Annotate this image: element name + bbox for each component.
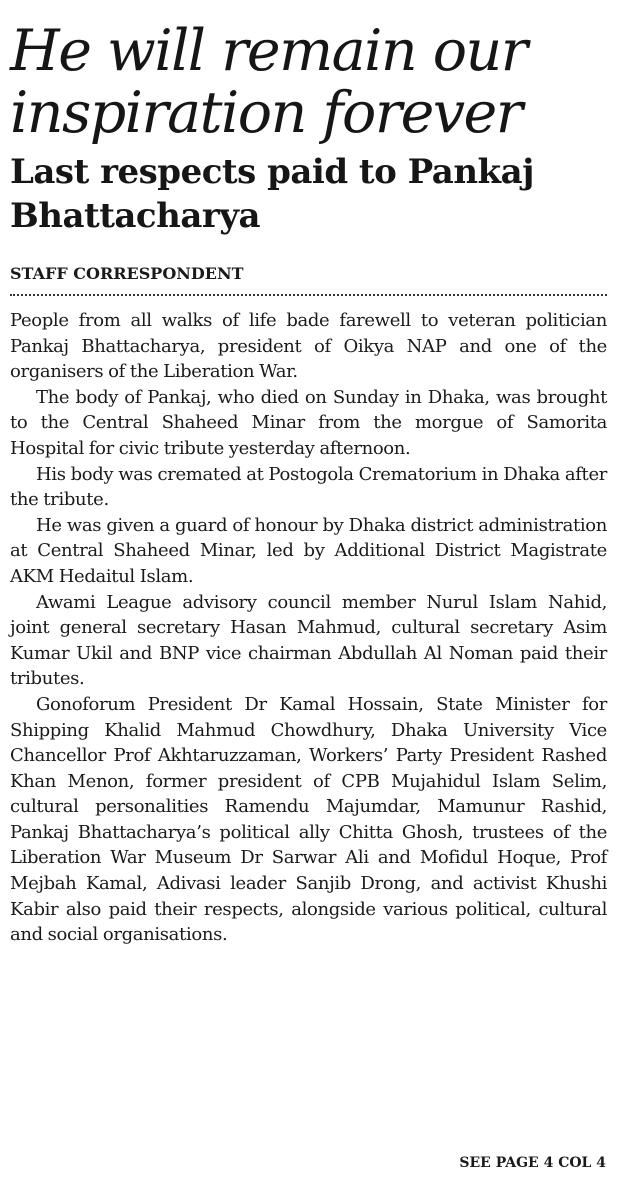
article-body bbox=[10, 308, 607, 948]
headline bbox=[10, 20, 607, 144]
dotted-divider bbox=[10, 294, 607, 296]
paragraph-3: His body was cremated at Postogola Crematorium in Dhaka after the tribute. bbox=[10, 463, 607, 511]
subheadline: Last respects paid to Pankaj Bhattacharya bbox=[10, 152, 534, 236]
paragraph-2: The body of Pankaj, who died on Sunday in Dhaka, was brought to the Central Shaheed Minar from the morgue of Samorita Hospital for civic tribute yesterday afternoon. bbox=[10, 386, 607, 459]
headline-line-2: inspiration forever bbox=[10, 80, 522, 146]
headline-line-1: He will remain our bbox=[10, 18, 527, 84]
paragraph-6: Gonoforum President Dr Kamal Hossain, State Minister for Shipping Khalid Mahmud Chowdhury, Dhaka University Vice Chancellor Prof Akhtaruzzaman, Workers’ Party President Rashed Khan Menon, former president of CPB Mujahidul Islam Selim, cultural personalities Ramendu Majumdar, Mamunur Rashid, Pankaj Bhattacharya’s political ally Chitta Ghosh, trustees of the Liberation War Museum Dr Sarwar Ali and Mofidul Hoque, Prof Mejbah Kamal, Adivasi leader Sanjib Drong, and activist Khushi Kabir also paid their respects, alongside various political, cultural and social organisations. bbox=[10, 693, 607, 946]
continued-on-page-line: SEE PAGE 4 COL 4 bbox=[459, 1155, 606, 1171]
news-article bbox=[10, 0, 607, 948]
byline: STAFF CORRESPONDENT bbox=[10, 264, 244, 283]
paragraph-5: Awami League advisory council member Nurul Islam Nahid, joint general secretary Hasan Mahmud, cultural secretary Asim Kumar Ukil and BNP vice chairman Abdullah Al Noman paid their tributes. bbox=[10, 591, 607, 690]
paragraph-4: He was given a guard of honour by Dhaka district administration at Central Shaheed Minar, led by Additional District Magistrate AKM Hedaitul Islam. bbox=[10, 514, 607, 587]
paragraph-1: People from all walks of life bade farewell to veteran politician Pankaj Bhattacharya, president of Oikya NAP and one of the organisers of the Liberation War. bbox=[10, 310, 607, 383]
